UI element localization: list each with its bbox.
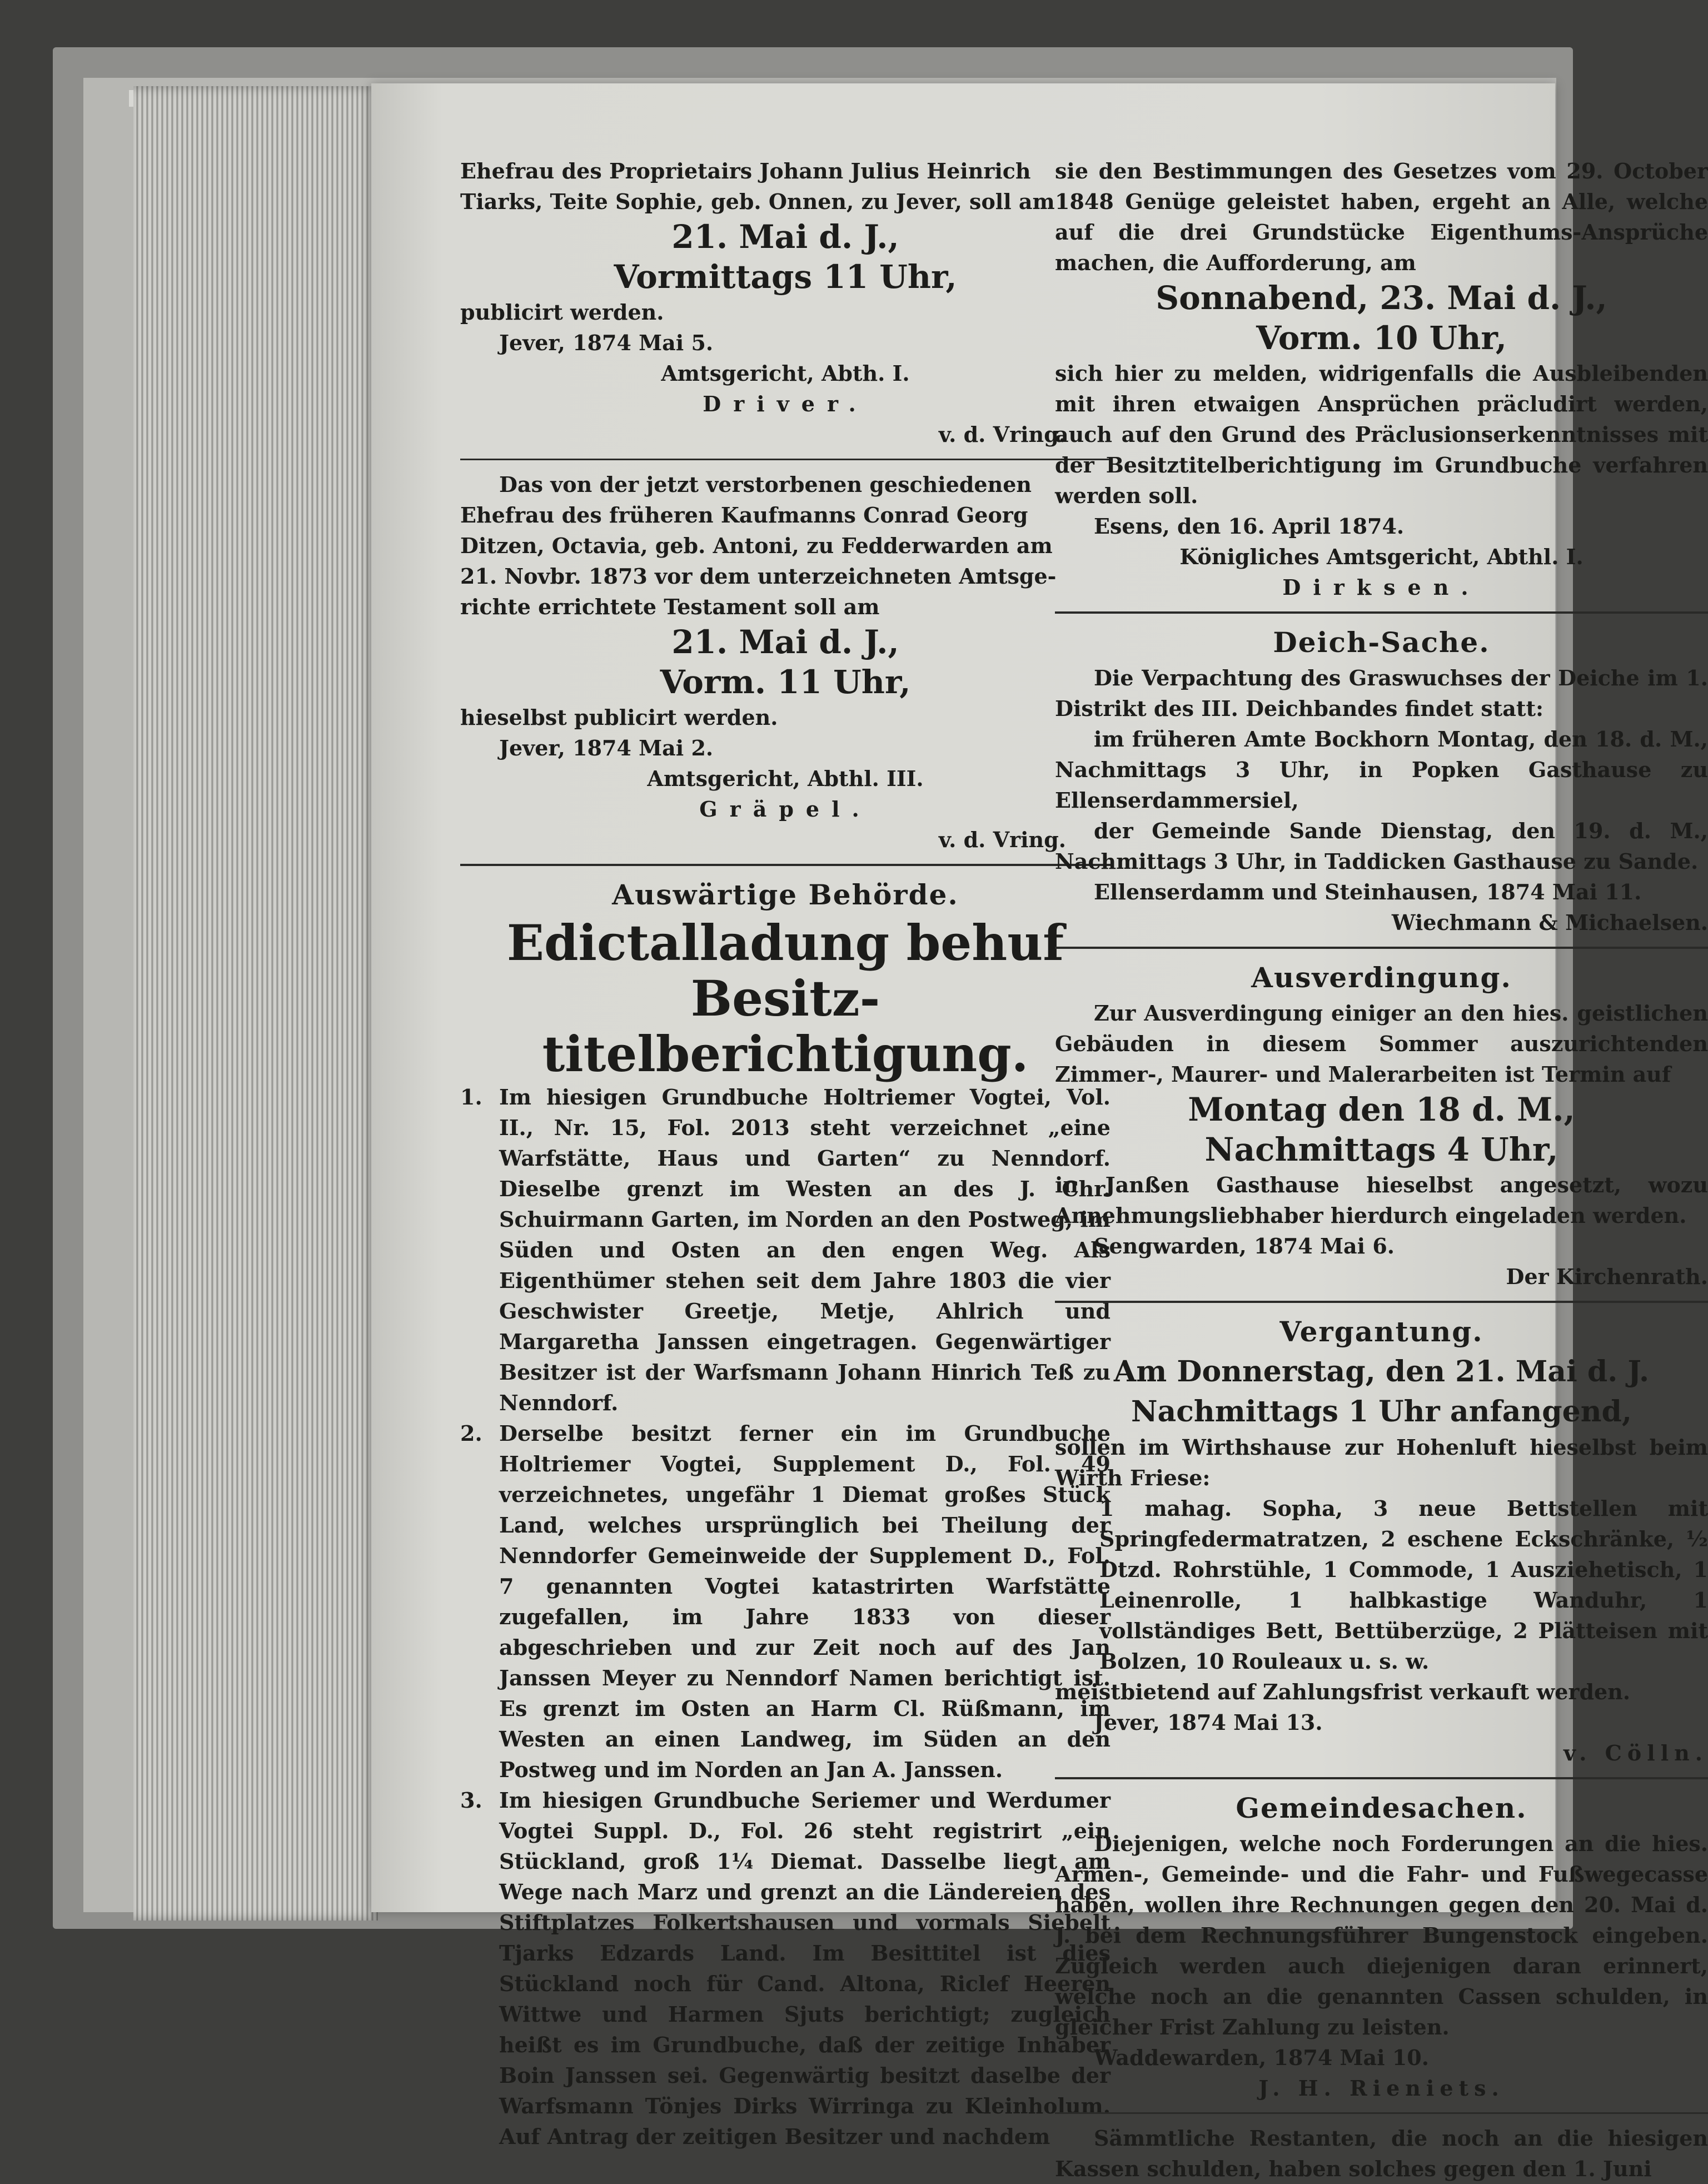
edict-item [460,1082,1111,1418]
section-heading: Auswärtige Behörde. [612,878,959,911]
notice-line: Das von der jetzt verstorbenen geschiedenen [499,472,1032,497]
notice-court: Amtsgericht, Abthl. III. [647,766,924,791]
notice-place-date: Jever, 1874 Mai 5. [499,330,714,355]
notice-place-date: Sengwarden, 1874 Mai 6. [1094,1233,1395,1258]
page-edges [133,86,378,1921]
edict-title: titelberichtigung. [542,1025,1029,1083]
notice-place-date: Waddewarden, 1874 Mai 10. [1094,2045,1429,2070]
notice-line: 21. Novbr. 1873 vor dem unterzeichneten Amtsge- [460,564,1057,589]
notice-date: Sonnabend, 23. Mai d. J., [1156,279,1607,317]
notice-deich-sache [1055,623,1708,938]
item-text: Derselbe besitzt ferner ein im Grundbuche Holtriemer Vogtei, Supplement D., Fol. 49 verzeichnetes, ungefähr 1 Diemat großes Stück Land, welches ursprünglich bei Theilung der Nenndorfer Gemeinweide der Supplement D., Fol. 7 genannten Vogtei katastrirten Warfstätte zugefallen, im Jahre 1833 von dieser abgeschrieben und zur Zeit noch auf des Jan Janssen Meyer zu Nenndorf Namen berichtigt ist. Es grenzt im Osten an Harm Cl. Rüßmann, im Westen an einen Landweg, im Süden an den Postweg und im Norden an Jan A. Janssen. [499,1421,1111,1782]
notice-tail: hieselbst publicirt werden. [460,705,778,730]
notice-heading: Deich-Sache. [1273,626,1490,659]
notice-signer: Gräpel. [699,797,872,822]
newspaper-page [371,83,1708,2181]
notice-place-date: Jever, 1874 Mai 2. [499,735,714,760]
notice-restanten: Sämmtliche Restanten, die noch an die hiesigen Kassen schulden, haben solches gegen den 1. Juni [1055,2126,1708,2181]
notice-time: Vorm. 10 Uhr, [1256,319,1507,357]
notice-time: Nachmittags 1 Uhr anfangend, [1131,1395,1632,1429]
notice-date: Montag den 18 d. M., [1188,1091,1575,1128]
notice-text: sie den Bestimmungen des Gesetzes vom 29. October 1848 Genüge geleistet haben, ergeht an Alle, welche auf die drei Grundstücke Eigenthums-Ansprüche machen, die Aufforderung, am [1055,158,1708,275]
notice-time: Nachmittags 4 Uhr, [1204,1131,1558,1168]
notice-text: Diejenigen, welche noch Forderungen an die hies. Armen-, Gemeinde- und die Fahr- und Fußwegecasse haben, wollen ihre Rechnungen gegen den 20. Mai d. J. bei dem Rechnungsführer Bungenstock eingeben. Zugleich werden auch diejenigen daran erinnert, welche noch an die genannten Cassen schulden, in gleicher Frist Zahlung zu leisten. [1055,1831,1708,2039]
notice-heading: Vergantung. [1279,1315,1483,1348]
notice-line: Tiarks, Teite Sophie, geb. Onnen, zu Jever, soll am [460,189,1055,214]
notice-vergantung [1055,1312,1708,1768]
edict-item [460,1785,1111,2152]
notice-tail: meistbietend auf Zahlungsfrist verkauft werden. [1055,1679,1631,1704]
divider [1055,1777,1708,1779]
notice-signer: Der Kirchenrath. [1506,1264,1708,1289]
notice-heading: Ausverdingung. [1251,961,1512,994]
notice-time: Vormittags 11 Uhr, [614,258,957,296]
left-column [460,156,1111,2152]
notice-date: Am Donnerstag, den 21. Mai d. J. [1113,1355,1650,1389]
notice-text: im früheren Amte Bockhorn Montag, den 18. d. M., Nachmittags 3 Uhr, in Popken Gasthause zu Ellenserdammersiel, [1055,727,1708,813]
notice-testament-ditzen [460,469,1111,855]
notice-place-date: Esens, den 16. April 1874. [1094,514,1405,539]
notice-heading: Gemeindesachen. [1236,1792,1527,1824]
notice-line: Ditzen, Octavia, geb. Antoni, zu Fedderwarden am [460,533,1053,558]
notice-gemeindesachen [1055,1788,1708,2103]
notice-place-date: Ellenserdamm und Steinhausen, 1874 Mai 11. [1094,879,1642,904]
notice-time: Vorm. 11 Uhr, [660,663,911,701]
notice-date: 21. Mai d. J., [671,623,899,661]
item-number: 3. [460,1788,482,1813]
notice-signer: Driver. [703,391,868,416]
divider [1055,2112,1708,2114]
notice-text: der Gemeinde Sande Dienstag, den 19. d. M., Nachmittags 3 Uhr, in Taddicken Gasthause zu Sande. [1055,818,1708,874]
notice-tail: sich hier zu melden, widrigenfalls die Ausbleibenden mit ihren etwaigen Ansprüchen präcludirt werden, auch auf den Grund des Präclusionserkenntnisses mit der Besitztitelberichtigung im Grundbuche verfahren werden soll. [1055,361,1708,508]
divider [1055,611,1708,614]
notice-court: Königliches Amtsgericht, Abthl. I. [1179,544,1583,569]
notice-sub-signer: v. d. Vring. [938,422,1066,447]
item-text: Im hiesigen Grundbuche Seriemer und Werdumer Vogtei Suppl. D., Fol. 26 steht registrirt „ein Stückland, groß 1¼ Diemat. Dasselbe liegt am Wege nach Marz und grenzt an die Ländereien des Stiftplatzes Folkertshausen und vormals Siebelt Tjarks Edzards Land. Im Besittitel ist dies Stückland noch für Cand. Altona, Riclef Heeren Wittwe und Harmen Sjuts berichtigt; zugleich heißt es im Grundbuche, daß der zeitige Inhaber Boin Janssen sei. Gegenwärtig besitzt daselbe der Warfsmann Tönjes Dirks Wirringa zu Kleinholum. Auf Antrag der zeitigen Besitzer und nachdem [499,1788,1111,2149]
notice-items: 1 mahag. Sopha, 3 neue Bettstellen mit Springfedermatratzen, 2 eschene Eckschränke, ½ Dtzd. Rohrstühle, 1 Commode, 1 Ausziehetisch, 1 Leinenrolle, 1 halbkastige Wanduhr, 1 vollständiges Bett, Bettüberzüge, 2 Plätteisen mit Bolzen, 10 Rouleaux u. s. w. [1099,1496,1708,1674]
notice-line: richte errichtete Testament soll am [460,594,880,619]
notice-signer: v. Cölln. [1563,1740,1708,1765]
divider [460,459,1111,460]
item-text: Im hiesigen Grundbuche Holtriemer Vogtei, Vol. II., Nr. 15, Fol. 2013 steht verzeichnet „eine Warfstätte, Haus und Garten“ zu Nenndorf. Dieselbe grenzt im Westen an des J. Chr. Schuirmann Garten, im Norden an den Postweg, im Süden und Osten an den engen Weg. Als Eigenthümer stehen seit dem Jahre 1803 die vier Geschwister Greetje, Metje, Ahlrich und Margaretha Janssen eingetragen. Gegenwärtiger Besitzer ist der Warfsmann Johann Hinrich Teß zu Nenndorf. [499,1084,1111,1415]
notice-text: Die Verpachtung des Graswuchses der Deiche im 1. Distrikt des III. Deichbandes findet statt: [1055,665,1708,721]
notice-place-date: Jever, 1874 Mai 13. [1094,1710,1323,1735]
notice-date: 21. Mai d. J., [671,218,899,256]
divider [1055,947,1708,949]
notice-text: Zur Ausverdingung einiger an den hies. geistlichen Gebäuden in diesem Sommer auszurichtenden Zimmer-, Maurer- und Malerarbeiten ist Termin auf [1055,1001,1708,1087]
item-number: 1. [460,1084,482,1110]
edict-item [460,1418,1111,1785]
notice-signer: J. H. Rieniets. [1258,2076,1505,2101]
notice-tail: publicirt werden. [460,300,664,325]
notice-signer: Wiechmann & Michaelsen. [1391,910,1708,935]
notice-edict-continuation [1055,156,1708,603]
notice-tail: in Janßen Gasthause hieselbst angesetzt, wozu Annehmungsliebhaber hierdurch eingeladen werden. [1055,1172,1708,1228]
notice-ausverdingung [1055,958,1708,1292]
notice-court: Amtsgericht, Abth. I. [661,361,910,386]
divider [1055,1301,1708,1303]
notice-signer: Dirksen. [1282,575,1481,600]
notice-testament-tiarks [460,156,1111,450]
edict-title: Edictalladung behuf Besitz- [506,914,1064,1027]
right-column [1055,156,1708,2184]
item-list [1055,1493,1708,1676]
notice-line: Ehefrau des Proprietairs Johann Julius Heinrich [460,158,1031,183]
item-number: 2. [460,1421,482,1446]
notice-text: sollen im Wirthshause zur Hohenluft hieselbst beim Wirth Friese: [1055,1435,1708,1490]
notice-sub-signer: v. d. Vring. [938,827,1066,852]
divider [460,864,1111,866]
notice-line: Ehefrau des früheren Kaufmanns Conrad Georg [460,503,1028,528]
